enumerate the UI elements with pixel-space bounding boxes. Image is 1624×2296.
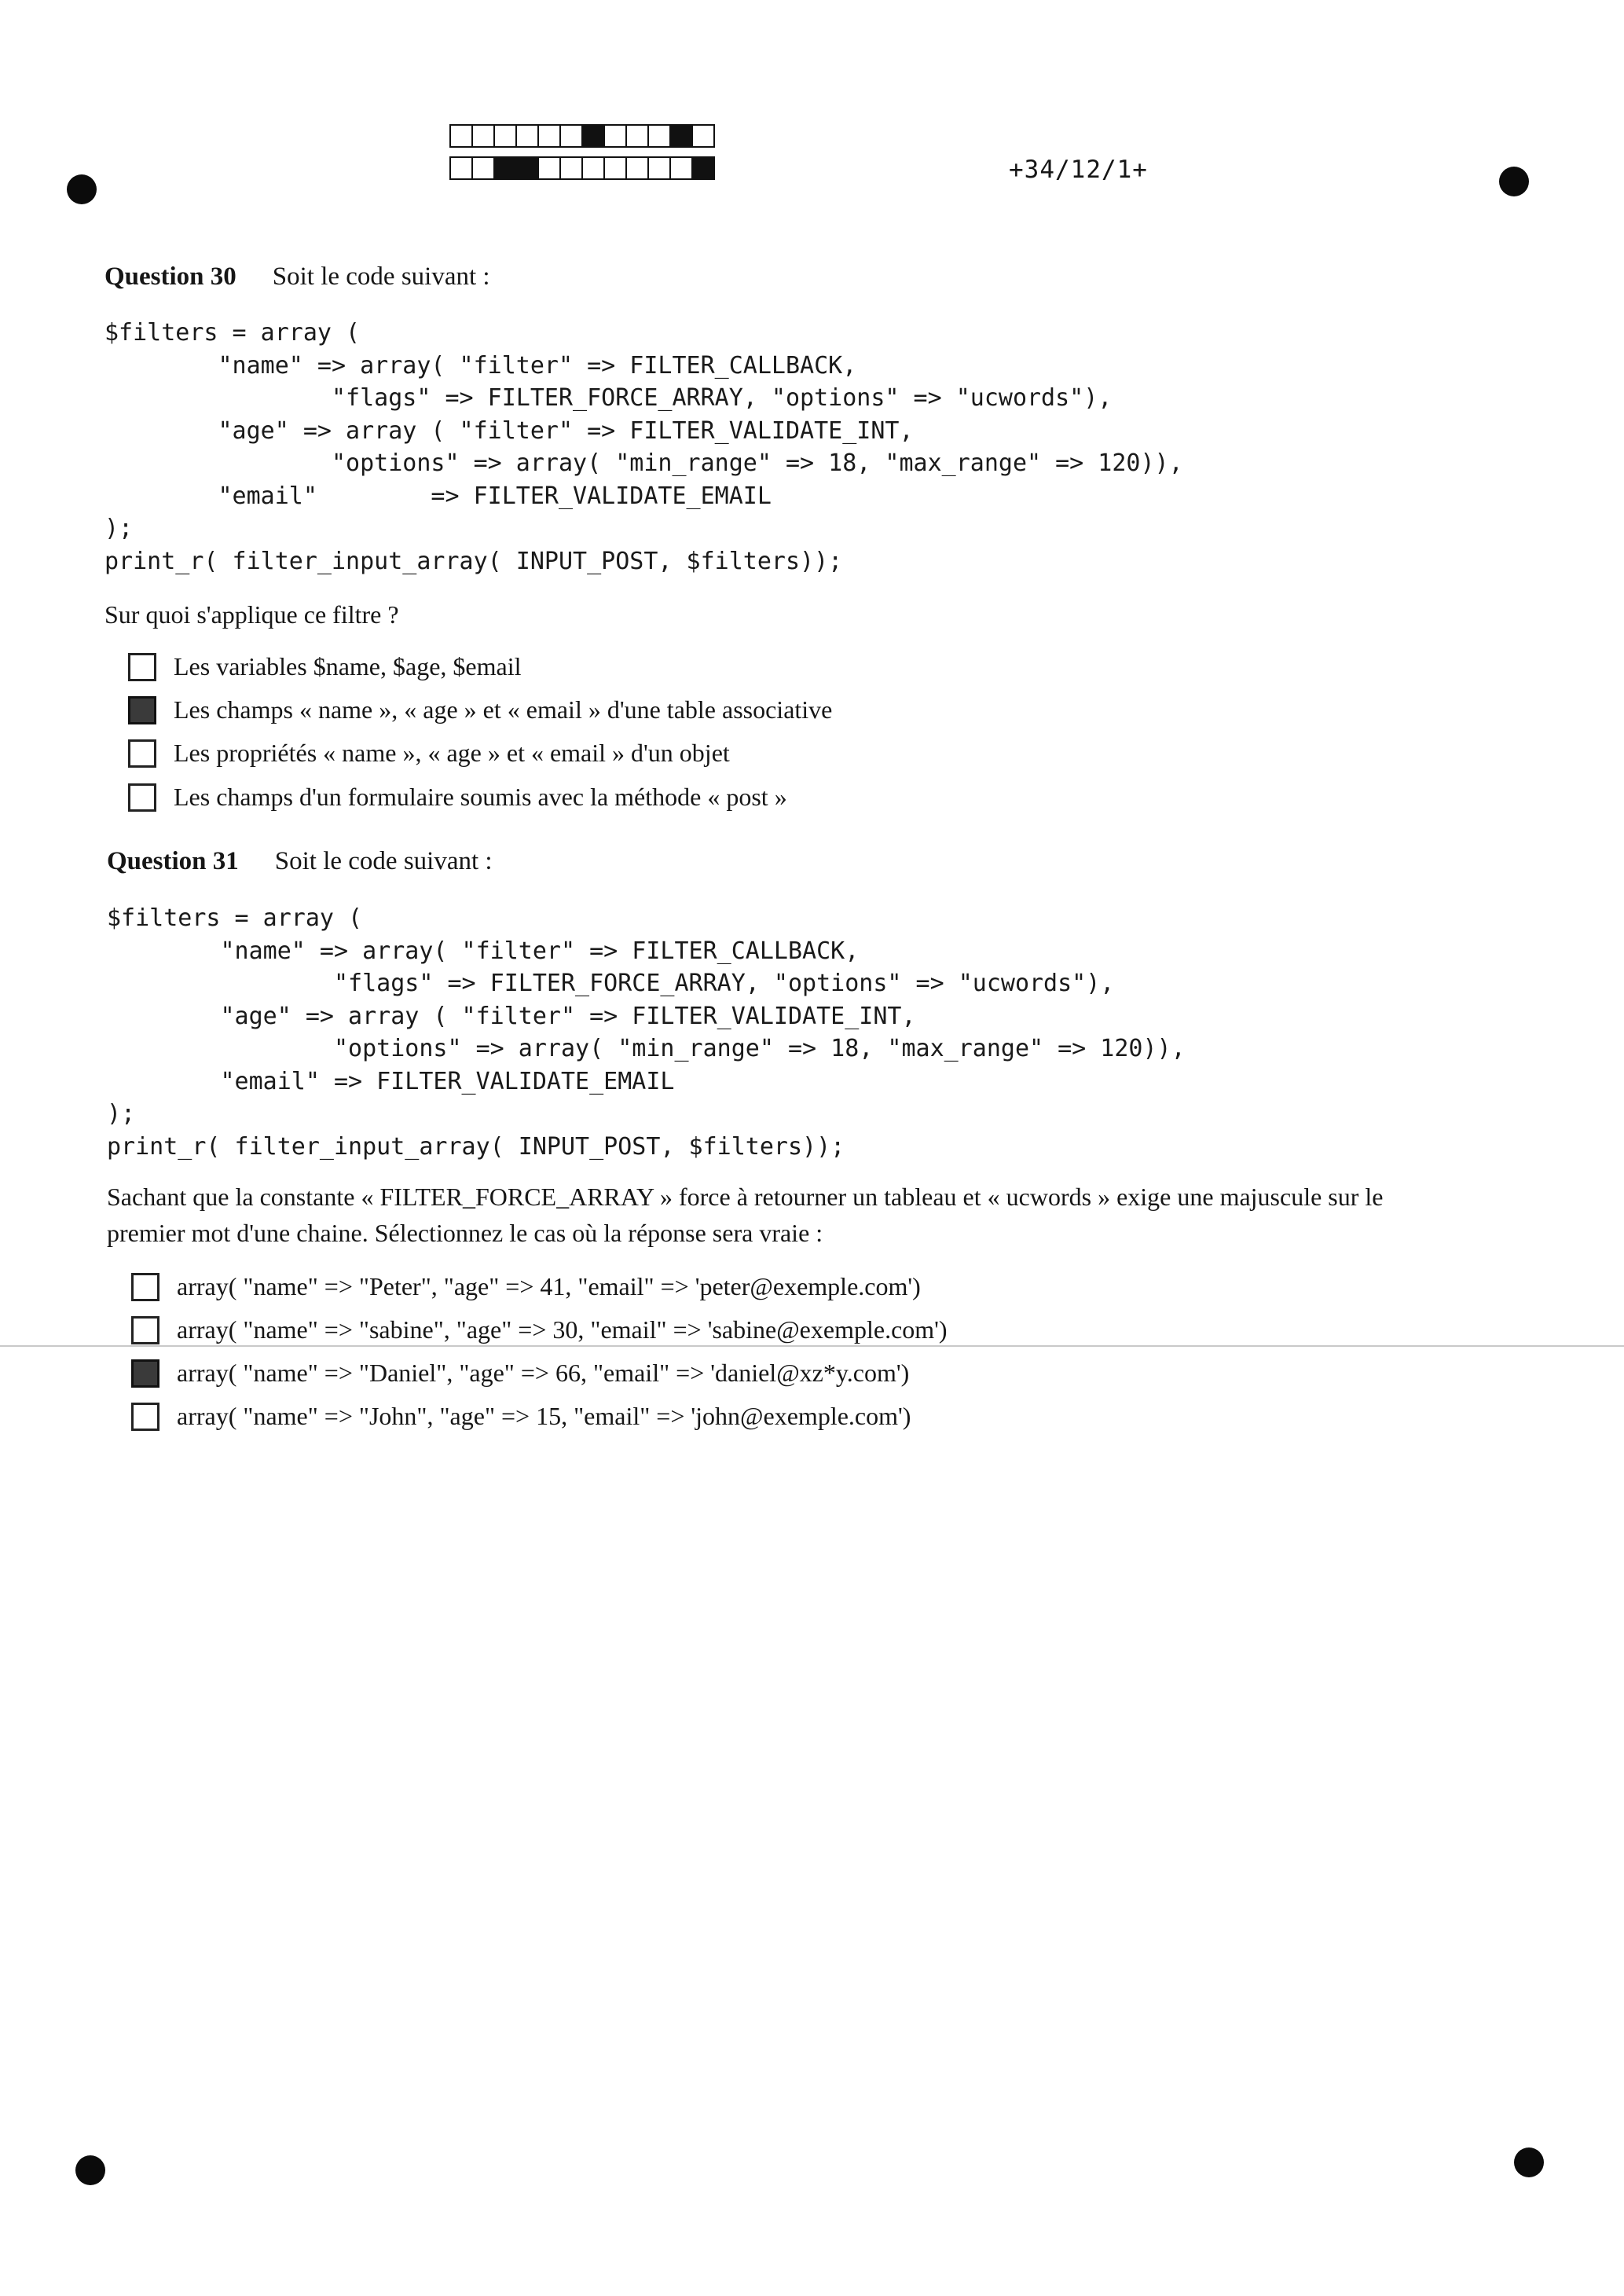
barcode-cell-empty	[603, 156, 627, 180]
choice-label: array( "name" => "John", "age" => 15, "email" => 'john@exemple.com')	[177, 1402, 911, 1430]
choice-label: array( "name" => "sabine", "age" => 30, "email" => 'sabine@exemple.com')	[177, 1315, 948, 1344]
choice-label: Les variables $name, $age, $email	[174, 652, 522, 680]
barcode-cell-empty	[515, 124, 539, 148]
barcode-cell-empty	[559, 156, 583, 180]
code-block-q30: $filters = array ( "name" => array( "filter" => FILTER_CALLBACK, "flags" => FILTER_FORCE_ARRAY, "options" => "ucwords"), "age" => array ( "filter" => FILTER_VALIDATE_INT, "options" => array( "min_range" => 18, "max_range" => 120)), "email" => FILTER_VALIDATE_EMAIL ); print_r( filter_input_array( INPUT_POST, $filters));	[104, 319, 1183, 575]
barcode-cell-empty	[471, 124, 495, 148]
q30-choice-4[interactable]	[128, 783, 787, 812]
question-30-header	[104, 262, 490, 292]
question-intro: Soit le code suivant :	[274, 847, 493, 875]
question-31-header	[107, 847, 493, 876]
q31-choice-1[interactable]	[131, 1272, 921, 1301]
checkbox[interactable]	[128, 783, 156, 812]
question-30-prompt: Sur quoi s'applique ce filtre ?	[104, 600, 399, 629]
barcode-cell-empty	[669, 156, 693, 180]
checkbox-checked[interactable]	[131, 1359, 159, 1388]
question-number: Question 30	[104, 262, 236, 291]
choice-label: Les champs « name », « age » et « email » d'une table associative	[174, 695, 833, 724]
question-intro: Soit le code suivant :	[272, 262, 490, 291]
barcode-row-1	[449, 124, 713, 148]
barcode-cell-empty	[537, 124, 561, 148]
q31-choice-2[interactable]	[131, 1315, 948, 1344]
barcode-cell-empty	[493, 124, 517, 148]
registration-mark-bottom-right	[1514, 2147, 1544, 2177]
barcode-cell-filled	[493, 156, 517, 180]
barcode-cell-filled	[581, 124, 605, 148]
q30-choice-3[interactable]	[128, 739, 730, 768]
barcode-cell-empty	[647, 156, 671, 180]
choice-label: array( "name" => "Peter", "age" => 41, "email" => 'peter@exemple.com')	[177, 1272, 921, 1300]
barcode-cell-empty	[647, 124, 671, 148]
barcode-cell-empty	[449, 156, 473, 180]
registration-mark-bottom-left	[75, 2155, 105, 2185]
barcode-cell-filled	[669, 124, 693, 148]
barcode-cell-filled	[515, 156, 539, 180]
page-id: +34/12/1+	[1009, 156, 1148, 184]
question-31-prompt-line-1: Sachant que la constante « FILTER_FORCE_ARRAY » force à retourner un tableau et « ucwords » exige une majuscule sur le	[107, 1183, 1384, 1211]
barcode-cell-empty	[691, 124, 715, 148]
barcode-cell-empty	[449, 124, 473, 148]
barcode-cell-empty	[471, 156, 495, 180]
checkbox[interactable]	[128, 739, 156, 768]
choice-label: array( "name" => "Daniel", "age" => 66, "email" => 'daniel@xz*y.com')	[177, 1359, 910, 1387]
question-number: Question 31	[107, 847, 239, 875]
registration-mark-top-right	[1499, 167, 1529, 196]
choice-label: Les champs d'un formulaire soumis avec la méthode « post »	[174, 783, 787, 811]
checkbox[interactable]	[128, 653, 156, 681]
barcode-row-2	[449, 156, 713, 180]
q30-choice-2[interactable]	[128, 695, 832, 724]
barcode-cell-empty	[537, 156, 561, 180]
barcode-cell-empty	[559, 124, 583, 148]
checkbox-checked[interactable]	[128, 696, 156, 724]
q30-choice-1[interactable]	[128, 652, 521, 681]
code-block-q31: $filters = array ( "name" => array( "filter" => FILTER_CALLBACK, "flags" => FILTER_FORCE_ARRAY, "options" => "ucwords"), "age" => array ( "filter" => FILTER_VALIDATE_INT, "options" => array( "min_range" => 18, "max_range" => 120)), "email" => FILTER_VALIDATE_EMAIL ); print_r( filter_input_array( INPUT_POST, $filters));	[107, 904, 1186, 1161]
barcode-cell-empty	[625, 156, 649, 180]
checkbox[interactable]	[131, 1403, 159, 1431]
q31-choice-3[interactable]	[131, 1359, 909, 1388]
q31-choice-4[interactable]	[131, 1402, 911, 1431]
checkbox[interactable]	[131, 1316, 159, 1344]
choice-label: Les propriétés « name », « age » et « email » d'un objet	[174, 739, 730, 767]
barcode-cell-empty	[625, 124, 649, 148]
question-31-prompt-line-2: premier mot d'une chaine. Sélectionnez le cas où la réponse sera vraie :	[107, 1219, 823, 1247]
barcode-cell-filled	[691, 156, 715, 180]
barcode-cell-empty	[603, 124, 627, 148]
checkbox[interactable]	[131, 1273, 159, 1301]
barcode-cell-empty	[581, 156, 605, 180]
scan-fold-line	[0, 1345, 1624, 1347]
registration-mark-top-left	[67, 174, 97, 204]
